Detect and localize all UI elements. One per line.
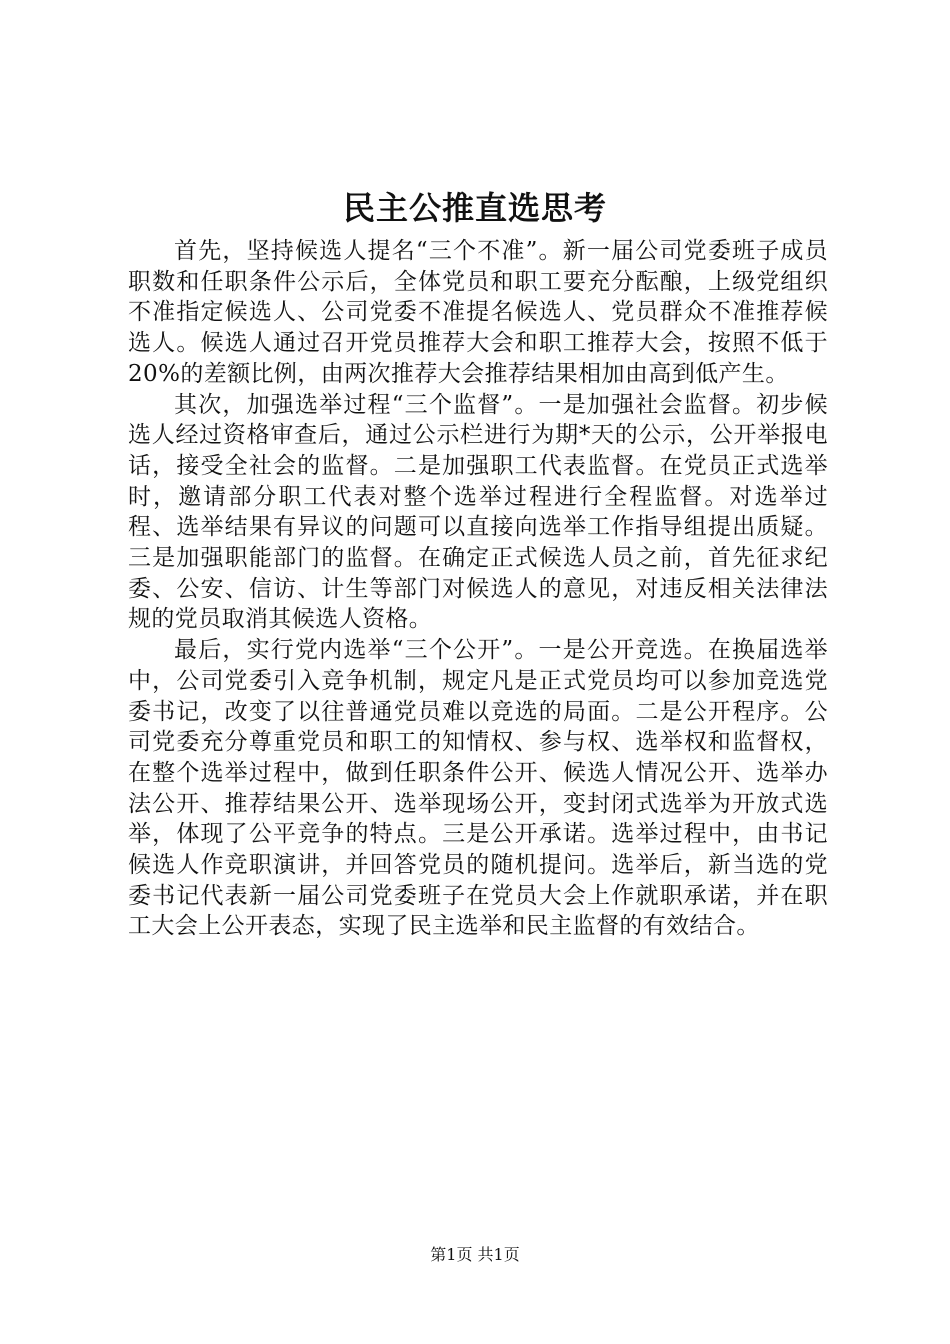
document-title: 民主公推直选思考 <box>342 189 607 227</box>
paragraph-nomination: 首先，坚持候选人提名“三个不准”。新一届公司党委班子成员职数和任职条件公示后，全体党员和职工要充分酝酿，上级党组织不准指定候选人、公司党委不准提名候选人、党员群众不准推荐候选人。候选人通过召开党员推荐大会和职工推荐大会，按照不低于20%的差额比例，由两次推荐大会推荐结果相加由高到低产生。 <box>128 238 828 387</box>
document-body <box>128 236 828 942</box>
paragraph-supervision: 其次，加强选举过程“三个监督”。一是加强社会监督。初步候选人经过资格审查后，通过公示栏进行为期*天的公示，公开举报电话，接受全社会的监督。二是加强职工代表监督。在党员正式选举时，邀请部分职工代表对整个选举过程进行全程监督。对选举过程、选举结果有异议的问题可以直接向选举工作指导组提出质疑。三是加强职能部门的监督。在确定正式候选人员之前，首先征求纪委、公安、信访、计生等部门对候选人的意见，对违反相关法律法规的党员取消其候选人资格。 <box>128 391 828 633</box>
paragraph-openness: 最后，实行党内选举“三个公开”。一是公开竞选。在换届选举中，公司党委引入竞争机制，规定凡是正式党员均可以参加竞选党委书记，改变了以往普通党员难以竞选的局面。二是公开程序。公司党委充分尊重党员和职工的知情权、参与权、选举权和监督权，在整个选举过程中，做到任职条件公开、候选人情况公开、选举办法公开、推荐结果公开、选举现场公开，变封闭式选举为开放式选举，体现了公平竞争的特点。三是公开承诺。选举过程中，由书记候选人作竞职演讲，并回答党员的随机提问。选举后，新当选的党委书记代表新一届公司党委班子在党员大会上作就职承诺，并在职工大会上公开表态，实现了民主选举和民主监督的有效结合。 <box>128 637 828 940</box>
page-footer: 第1页 共1页 <box>430 1245 520 1264</box>
